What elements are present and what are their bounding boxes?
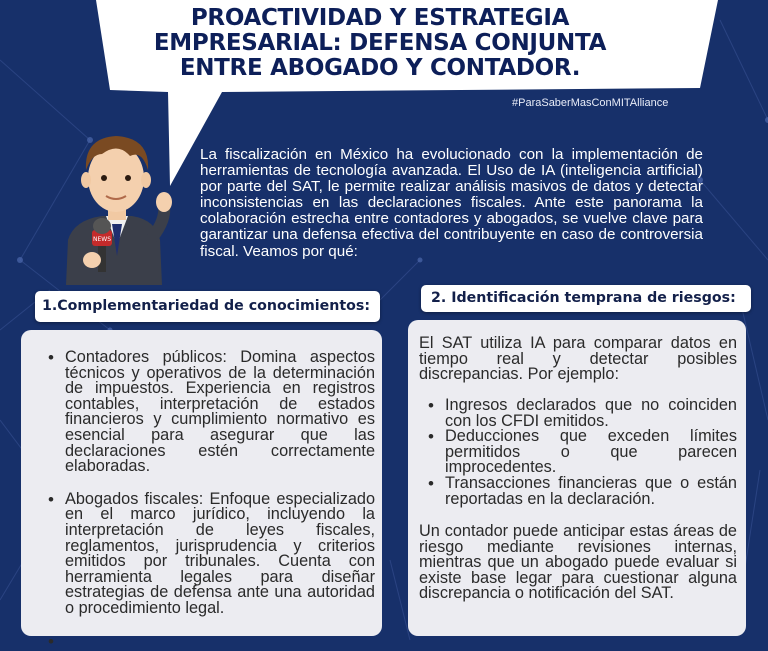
list-item: • Deducciones que exceden límites permitidos o que parecen improcedentes.	[445, 429, 737, 476]
section2-closing: Un contador puede anticipar estas áreas de riesgo mediante revisiones internas, mientras que un abogado puede evaluar si existe base legar para cuestionar alguna discrepancia o notificación del SAT.	[419, 522, 737, 603]
section1-card	[21, 330, 382, 636]
section2-intro: El SAT utiliza IA para comparar datos en tiempo real y detectar posibles discrepancias. Por ejemplo:	[419, 334, 737, 384]
section2-card	[408, 320, 746, 636]
list-item: • Transacciones financieras que o están reportadas en la declaración.	[445, 476, 737, 507]
section1-heading: 1.Complementariedad de conocimientos:	[35, 291, 380, 322]
list-item: • Contadores públicos: Domina aspectos técnicos y operativos de la determinación de impuestos. Experiencia en registros contables, interpretación de estados financieros y cumplimiento normativo es esencial para asegurar que las declaraciones estén correctamente elaboradas.	[65, 350, 375, 475]
list-item: • Abogados fiscales: Enfoque especializado en el marco jurídico, incluyendo la interpretación de leyes fiscales, reglamentos, jurisprudencia y criterios emitidos por tribunales. Cuenta con herramienta legales para diseñar estrategias de defensa ante una autoridad o procedimiento legal.	[65, 492, 375, 617]
hashtag: #ParaSaberMasConMITAlliance	[512, 97, 669, 109]
reporter-character-illustration	[52, 120, 182, 285]
page-title: PROACTIVIDAD Y ESTRATEGIA EMPRESARIAL: DEFENSA CONJUNTA ENTRE ABOGADO Y CONTADOR.	[153, 5, 607, 81]
section2-list	[445, 398, 737, 507]
intro-paragraph: La fiscalización en México ha evolucionado con la implementación de herramientas de tecnología avanzada. El Uso de IA (inteligencia artificial) por parte del SAT, le permite realizar análisis masivos de datos y detectar inconsistencias en las declaraciones fiscales. Ante este panorama la colaboración estrecha entre contadores y abogados, se vuelve clave para garantizar una defensa efectiva del contribuyente en caso de controversia fiscal. Veamos por qué:	[200, 146, 703, 260]
microphone-label: NEWS	[92, 236, 112, 243]
list-item: • Ingresos declarados que no coinciden con los CFDI emitidos.	[445, 398, 737, 429]
section1-list	[65, 350, 375, 634]
section2-heading: 2. Identificación temprana de riesgos:	[421, 285, 751, 312]
